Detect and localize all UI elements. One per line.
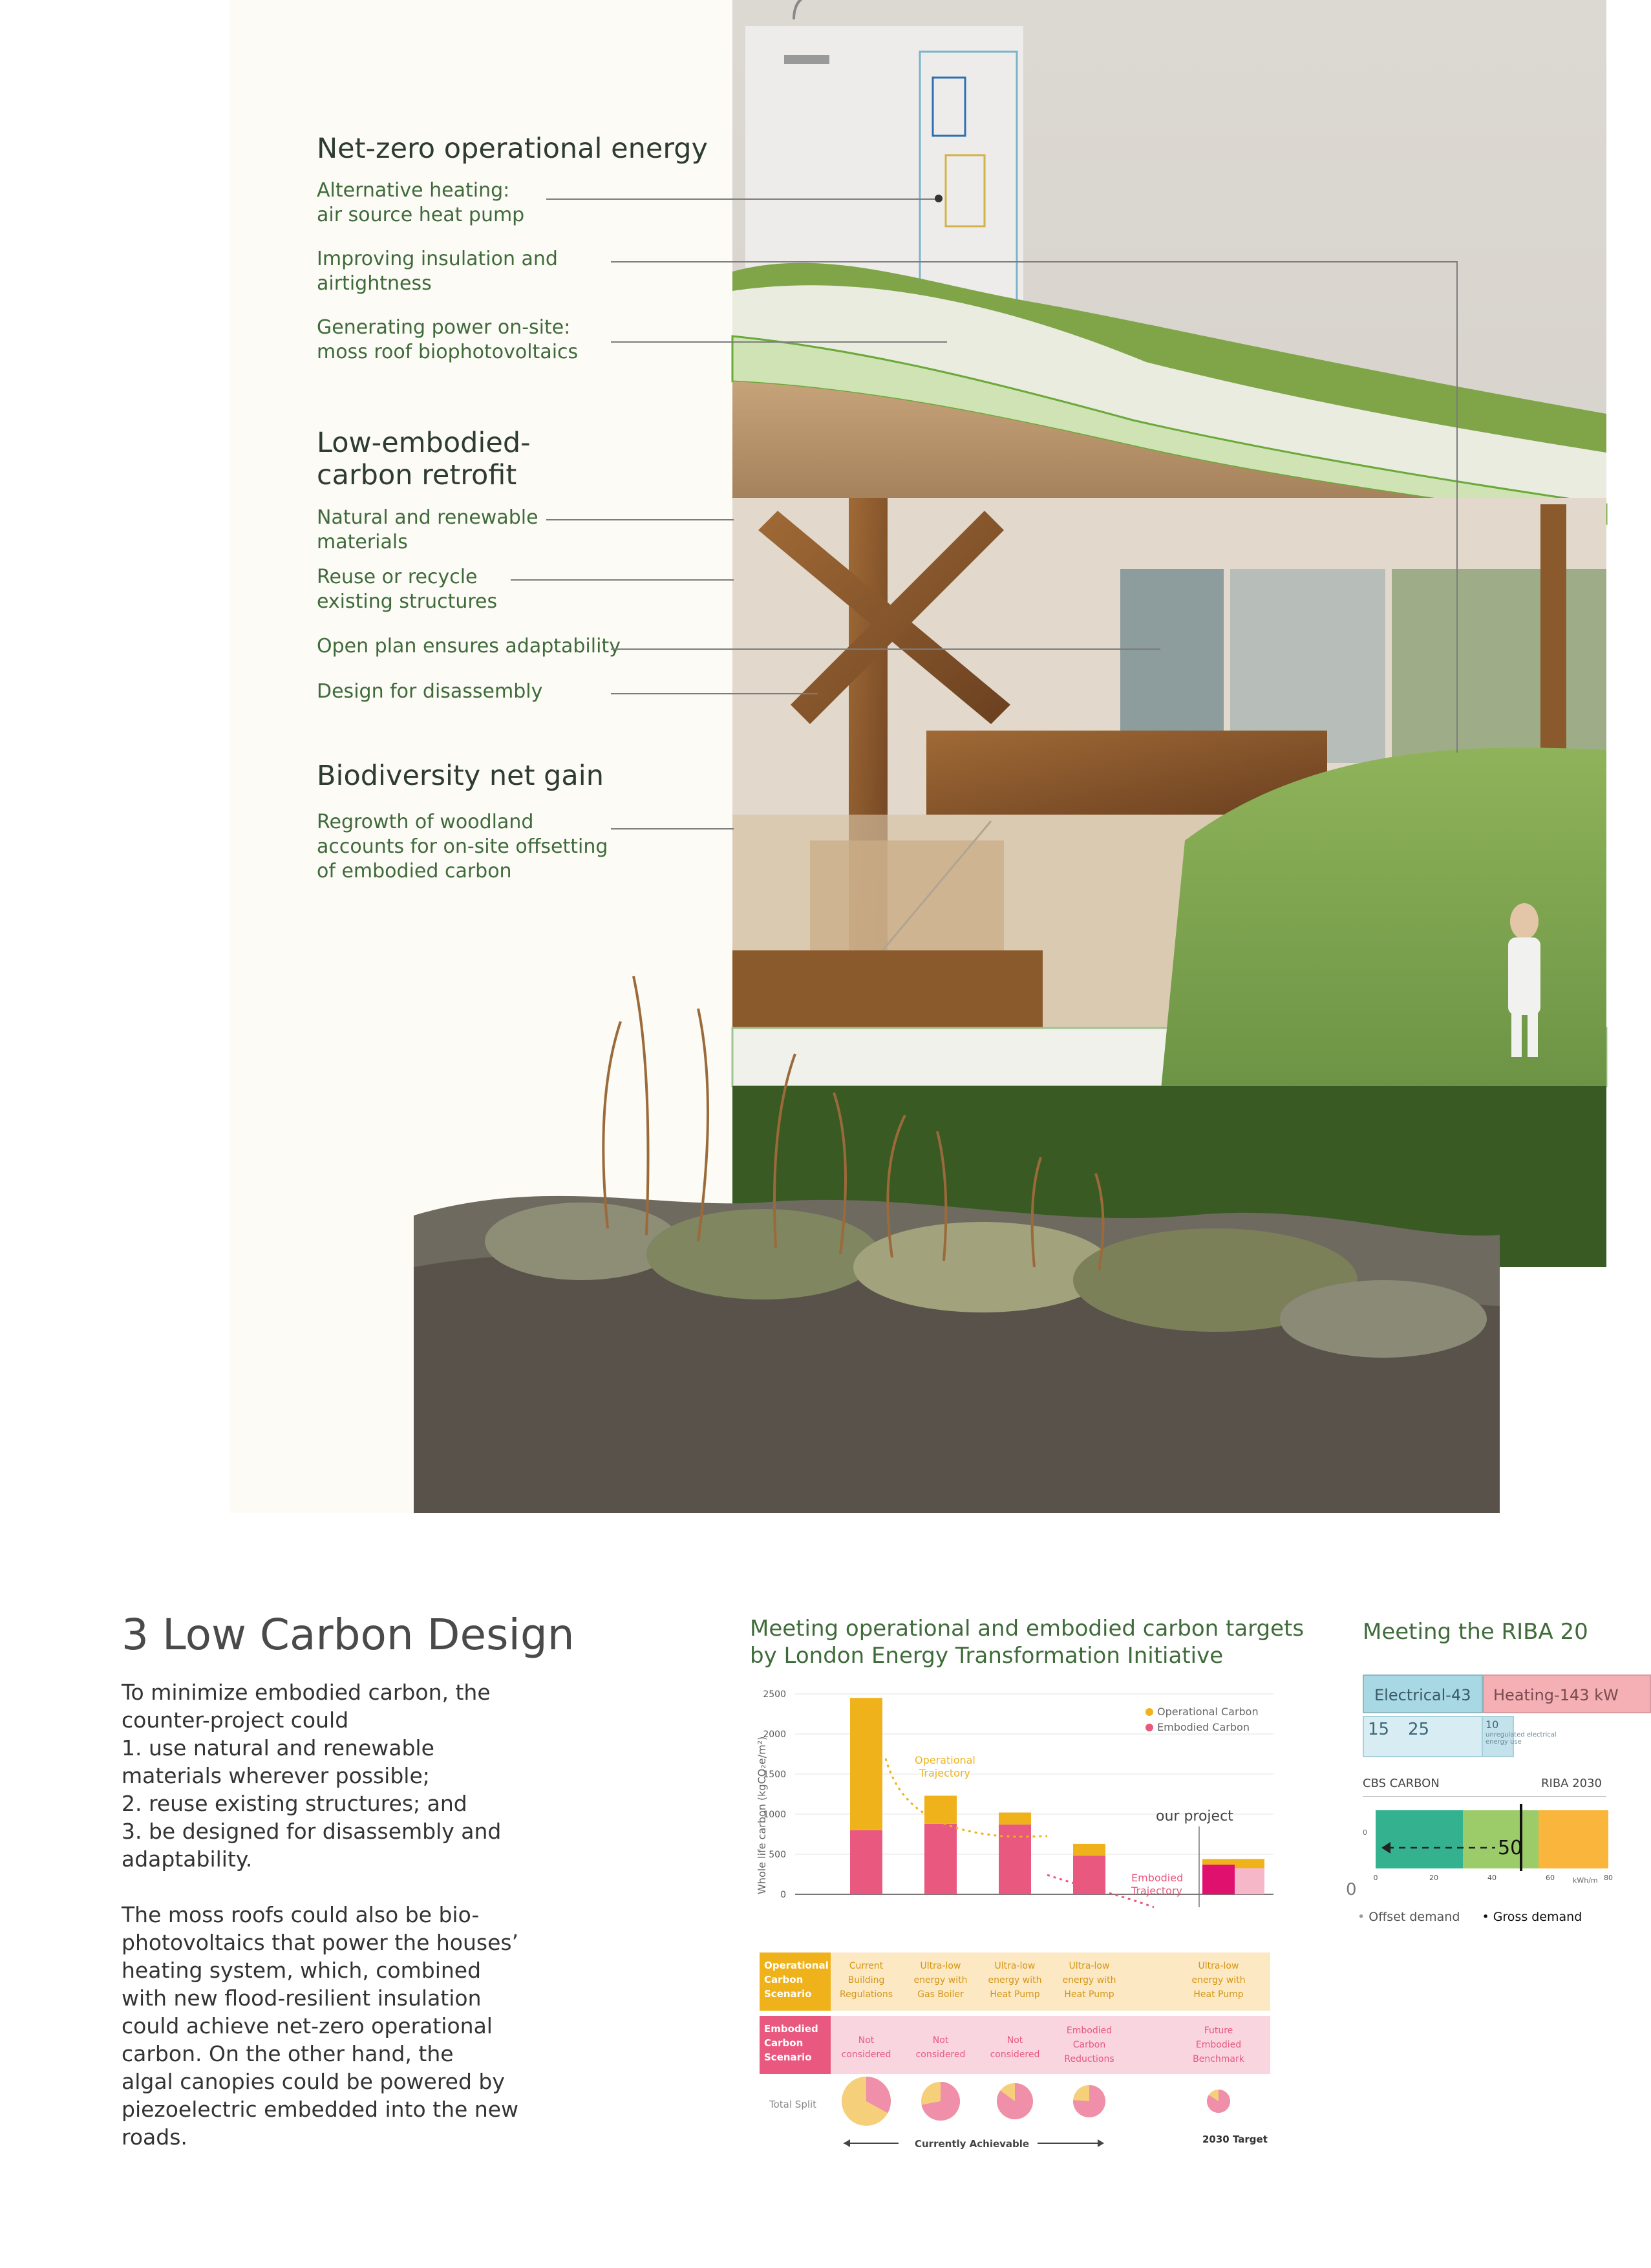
note-open-plan: Open plan ensures adaptability xyxy=(317,635,621,658)
scenario-text: Future xyxy=(1204,2026,1233,2036)
person xyxy=(1510,903,1539,939)
note-woodland xyxy=(317,810,608,884)
scenario-text: Scenario xyxy=(764,1988,812,2000)
leader-line xyxy=(546,198,937,200)
scenario-text: Building xyxy=(847,1975,885,1985)
leader-dot xyxy=(935,195,943,202)
leti-carbon-chart xyxy=(750,1674,1293,2159)
bar-benchmark-operational xyxy=(1235,1859,1264,1868)
heading-net-zero: Net-zero operational energy xyxy=(317,133,708,165)
scenario-text: Not xyxy=(858,2035,875,2046)
leader-line xyxy=(611,693,818,694)
riba-value-25: 25 xyxy=(1408,1720,1430,1739)
note-disassembly: Design for disassembly xyxy=(317,680,543,703)
scenario-text: Carbon xyxy=(764,1974,804,1985)
riba-x-unit: kWh/m xyxy=(1573,1876,1598,1885)
legend-marker-embodied xyxy=(1145,1724,1153,1731)
scenario-text: Not xyxy=(1007,2035,1023,2046)
scenario-text: Ultra-low xyxy=(920,1961,961,1971)
riba-x-tick: 40 xyxy=(1487,1874,1497,1882)
legend-operational: Operational Carbon xyxy=(1157,1706,1259,1718)
scenario-text: Embodied xyxy=(764,2023,818,2035)
riba-value-10: 10 xyxy=(1486,1718,1499,1731)
leader-line xyxy=(546,519,734,520)
operational-trajectory-label-line1: Operational xyxy=(915,1754,975,1766)
y-tick-label: 1500 xyxy=(763,1770,786,1780)
riba-value-15: 15 xyxy=(1368,1720,1390,1739)
note-line: materials xyxy=(317,531,408,553)
bar-operational-carbon xyxy=(924,1795,957,1823)
note-line: moss roof biophotovoltaics xyxy=(317,341,579,363)
riba-heating-segment: Heating-143 kW xyxy=(1483,1674,1651,1713)
riba-unregulated-note: unregulated electrical energy use xyxy=(1486,1731,1557,1746)
bar-embodied-carbon xyxy=(1073,1856,1105,1894)
scenario-text: Heat Pump xyxy=(1193,1989,1244,2000)
scenario-text: energy with xyxy=(1191,1975,1246,1985)
scenario-text: Carbon xyxy=(764,2037,804,2049)
leader-line xyxy=(611,341,947,343)
note-line: air source heat pump xyxy=(317,204,525,226)
scenario-text: Scenario xyxy=(764,2051,812,2063)
bar-embodied-carbon xyxy=(850,1830,882,1894)
leader-line xyxy=(611,828,734,829)
riba-legend: • Offset demand • Gross demand xyxy=(1358,1910,1582,1924)
bar-embodied-carbon xyxy=(924,1824,957,1894)
bar-operational-carbon xyxy=(850,1698,882,1830)
note-line: Regrowth of woodland xyxy=(317,811,534,833)
note-line: Reuse or recycle xyxy=(317,566,478,588)
riba-chart xyxy=(1363,1674,1619,1894)
riba-demand-segment xyxy=(1376,1810,1463,1868)
scenario-text: Operational xyxy=(764,1960,829,1971)
riba-y-zero: 0 xyxy=(1363,1828,1367,1837)
scenario-text: Current xyxy=(849,1961,884,1971)
embodied-trajectory-label-line1: Embodied xyxy=(1131,1872,1184,1884)
riba-bars xyxy=(1363,1804,1613,1894)
embodied-trajectory-label-line2: Trajectory xyxy=(1131,1885,1182,1897)
leader-line xyxy=(1456,261,1458,753)
note-line: airtightness xyxy=(317,272,432,295)
scenario-text: Reductions xyxy=(1064,2054,1114,2064)
legend-offset-demand: Offset demand xyxy=(1369,1910,1460,1924)
riba-row-2030: RIBA 2030 xyxy=(1541,1777,1603,1790)
bar-operational-carbon xyxy=(1202,1859,1235,1865)
total-split-pies xyxy=(842,2077,1230,2126)
scenario-text: energy with xyxy=(913,1975,968,1985)
scenario-text: Ultra-low xyxy=(1198,1961,1239,1971)
bar-embodied-carbon xyxy=(999,1824,1031,1894)
footer-2030-target: 2030 Target xyxy=(1202,2134,1268,2145)
note-line: Alternative heating: xyxy=(317,179,510,202)
page-margin xyxy=(1500,1267,1606,1513)
y-tick-label: 2500 xyxy=(763,1689,786,1700)
scenario-text: Embodied xyxy=(1195,2040,1242,2050)
riba-row-cbs-carbon: CBS CARBON xyxy=(1363,1777,1440,1790)
section-body: To minimize embodied carbon, the counter-project could 1. use natural and renewable materials wherever possible; 2. reuse existing structures; and 3. be designed for disassembly and adaptability. The moss roofs could also be bio- photovoltaics that power the houses’ heating system, which, combined with new flood-resilient insulation could achieve net-zero operational carbon. On the other hand, the algal canopies could be powered by piezoelectric embedded into the new roads. xyxy=(122,1680,519,2150)
riba-chart-title: Meeting the RIBA 20 xyxy=(1363,1619,1588,1645)
legend-marker-operational xyxy=(1145,1708,1153,1716)
riba-x-tick: 80 xyxy=(1604,1874,1613,1882)
riba-divider xyxy=(1363,1796,1606,1797)
scenario-text: Gas Boiler xyxy=(917,1989,964,2000)
scenario-text: energy with xyxy=(1062,1975,1116,1985)
bar-operational-carbon xyxy=(1073,1844,1105,1856)
scenario-text: Heat Pump xyxy=(990,1989,1040,2000)
y-tick-label: 1000 xyxy=(763,1810,786,1820)
y-tick-label: 0 xyxy=(780,1890,786,1900)
riba-axis-zero: 0 xyxy=(1346,1880,1357,1899)
scenario-text: Carbon xyxy=(1072,2040,1106,2050)
y-axis-label: Whole life carbon (kgCO₂e/m²) xyxy=(756,1736,768,1894)
note-line: existing structures xyxy=(317,590,498,613)
note-line: Improving insulation and xyxy=(317,248,558,270)
bar-operational-carbon xyxy=(999,1813,1031,1825)
section-title: 3 Low Carbon Design xyxy=(122,1610,575,1660)
moss-foreground-photo xyxy=(414,931,1500,1513)
bar-embodied-carbon xyxy=(1202,1865,1235,1894)
heading-low-embodied xyxy=(317,427,531,491)
legend-embodied: Embodied Carbon xyxy=(1157,1721,1250,1733)
scenario-text: Regulations xyxy=(839,1989,893,2000)
leader-line xyxy=(611,261,1458,262)
scenario-text: Ultra-low xyxy=(994,1961,1036,1971)
riba-marker-value: 50 xyxy=(1498,1837,1523,1859)
scenario-text: Ultra-low xyxy=(1069,1961,1110,1971)
riba-x-tick: 20 xyxy=(1429,1874,1438,1882)
y-tick-label: 500 xyxy=(769,1850,786,1860)
footer-currently-achievable: Currently Achievable xyxy=(915,2138,1030,2150)
operational-trajectory-label-line2: Trajectory xyxy=(919,1767,970,1779)
note-heat-pump xyxy=(317,178,524,228)
scenario-text: Not xyxy=(932,2035,949,2046)
heading-line: Low-embodied- xyxy=(317,427,531,459)
riba-demand-segment xyxy=(1539,1810,1608,1868)
total-split-label: Total Split xyxy=(769,2099,817,2110)
note-line: Generating power on-site: xyxy=(317,316,571,339)
note-line: accounts for on-site offsetting xyxy=(317,835,608,858)
scenario-text: considered xyxy=(990,2049,1040,2060)
heading-biodiversity: Biodiversity net gain xyxy=(317,760,604,792)
leader-line xyxy=(611,648,1160,650)
note-biophotovoltaics xyxy=(317,316,578,365)
heading-line: carbon retrofit xyxy=(317,459,517,491)
note-natural-materials xyxy=(317,506,538,555)
scenario-text: considered xyxy=(841,2049,891,2060)
scenario-text: considered xyxy=(915,2049,966,2060)
riba-x-tick: 0 xyxy=(1373,1874,1378,1882)
scenario-text: Heat Pump xyxy=(1064,1989,1114,2000)
note-line: Natural and renewable xyxy=(317,506,538,529)
scenario-text: energy with xyxy=(988,1975,1042,1985)
leader-line xyxy=(511,579,734,581)
legend-gross-demand: Gross demand xyxy=(1493,1910,1582,1924)
scenario-text: Benchmark xyxy=(1193,2054,1244,2064)
riba-x-tick: 60 xyxy=(1546,1874,1555,1882)
our-project-label: our project xyxy=(1156,1808,1233,1824)
note-line: of embodied carbon xyxy=(317,860,512,883)
y-tick-label: 2000 xyxy=(763,1729,786,1740)
note-insulation xyxy=(317,247,558,296)
chart-title-line: by London Energy Transformation Initiative xyxy=(750,1643,1224,1669)
scenario-text: Embodied xyxy=(1066,2026,1113,2036)
riba-electrical-segment: Electrical-43 xyxy=(1363,1674,1483,1713)
leti-chart-title xyxy=(750,1615,1304,1669)
note-reuse xyxy=(317,565,497,614)
chart-title-line: Meeting operational and embodied carbon targets xyxy=(750,1616,1305,1642)
